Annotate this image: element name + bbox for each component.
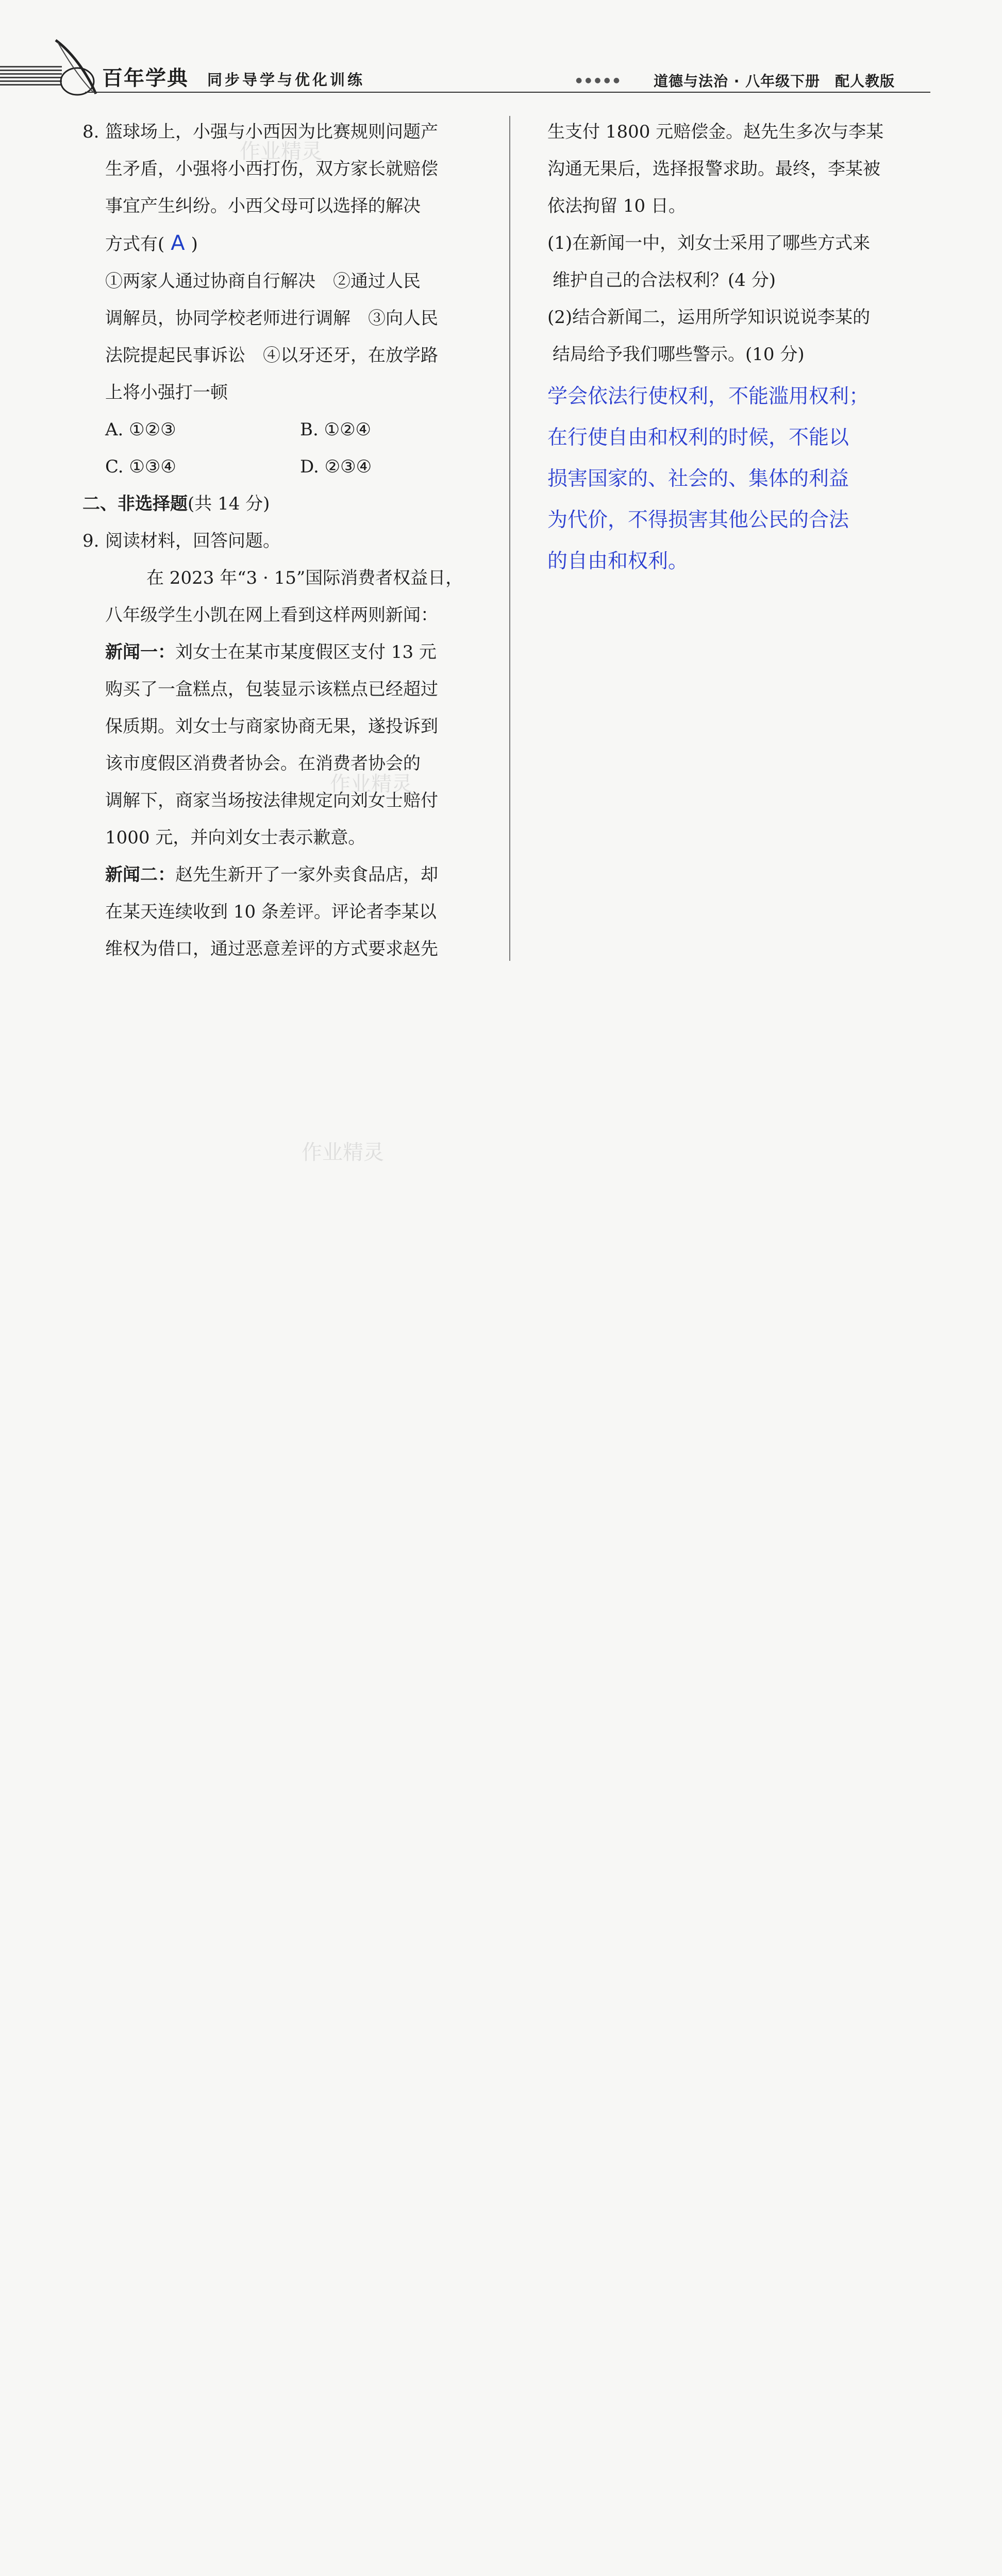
material-line: 沟通无果后，选择报警求助。最终，李某被 [547,159,880,179]
handwritten-line: 学会依法行使权利，不能滥用权利； [547,385,870,408]
option-c: C. ①③④ [105,456,176,477]
handwritten-answer: A [171,231,185,255]
question-stem-line: 生矛盾，小强将小西打伤，双方家长就赔偿 [105,159,438,179]
quill-pen-icon [51,36,107,98]
sub-question-2-cont: 结局给予我们哪些警示。(10 分) [553,344,805,365]
material-line: 保质期。刘女士与商家协商无果，遂投诉到 [105,716,438,737]
header-dots: ●●●●● [576,76,623,84]
option-b: B. ①②④ [300,419,372,440]
brand-subtitle: 同步导学与优化训练 [207,71,365,89]
section-title: 二、非选择题 [82,494,188,514]
material-line: 购买了一盒糕点，包装显示该糕点已经超过 [105,679,438,700]
watermark: 作业精灵 [330,772,412,796]
material-line: 该市度假区消费者协会。在消费者协会的 [105,753,421,774]
page-footer [0,1319,1002,1381]
page-header [0,0,1002,103]
news-text: 赵先生新开了一家外卖食品店，却 [175,865,438,885]
handwritten-line: 在行使自由和权利的时候，不能以 [547,426,849,449]
question-8 [82,113,495,150]
stem-close: ) [191,234,198,255]
brand-title: 百年学典 [102,66,189,90]
left-column [82,113,495,968]
handwritten-line: 的自由和权利。 [547,550,689,573]
handwritten-answer-block [547,376,944,582]
subject-grade-label: 道德与法治 · 八年级下册 配人教版 [654,73,895,90]
material-line: 1000 元，并向刘女士表示歉意。 [105,827,366,848]
news-label: 新闻一： [105,642,175,663]
statement-line: 调解员，协同学校老师进行调解 ③向人民 [105,308,438,329]
material-line: 在 2023 年“3 · 15”国际消费者权益日， [146,568,463,588]
handwritten-line: 为代价，不得损害其他公民的合法 [547,509,849,532]
question-stem-line: 事宜产生纠纷。小西父母可以选择的解决 [105,196,421,216]
statement-line: ①两家人通过协商自行解决 ②通过人民 [105,271,421,292]
news-1 [82,634,495,671]
material-line: 依法拘留 10 日。 [547,196,686,216]
statement-line: 上将小强打一顿 [105,382,228,403]
option-a: A. ①②③ [105,419,176,440]
watermark: 作业精灵 [302,1141,384,1164]
column-divider [509,116,510,961]
section-heading [82,485,495,522]
sub-question-1: (1)在新闻一中，刘女士采用了哪些方式来 [547,233,871,253]
option-d: D. ②③④ [300,456,372,477]
question-number: 9. [82,531,99,551]
sub-question-1-cont: 维护自己的合法权利？(4 分) [553,270,776,291]
handwritten-line: 损害国家的、社会的、集体的利益 [547,467,849,490]
material-line: 生支付 1800 元赔偿金。赵先生多次与李某 [547,122,884,142]
question-stem-line [82,225,495,263]
news-2 [82,856,495,893]
sub-question-2: (2)结合新闻二，运用所学知识说说李某的 [547,307,871,328]
question-prompt: 阅读材料，回答问题。 [105,531,280,551]
news-text: 刘女士在某市某度假区支付 13 元 [175,642,437,663]
options-row [82,411,495,448]
question-number: 8. [82,122,99,142]
stem-end: 方式有( [105,234,165,255]
question-stem-line: 篮球场上，小强与小西因为比赛规则问题产 [105,122,438,142]
header-rule [85,92,930,93]
section-points: (共 14 分) [188,494,270,514]
material-line: 八年级学生小凯在网上看到这样两则新闻： [105,605,438,625]
watermark: 作业精灵 [240,140,322,163]
options-row [82,448,495,485]
material-line: 维权为借口，通过恶意差评的方式要求赵先 [105,939,438,959]
material-line: 在某天连续收到 10 条差评。评论者李某以 [105,902,437,922]
right-column [547,113,944,582]
statement-line: 法院提起民事诉讼 ④以牙还牙，在放学路 [105,345,438,366]
news-label: 新闻二： [105,865,175,885]
material-line: 调解下，商家当场按法律规定向刘女士赔付 [105,790,438,811]
question-9 [82,522,495,560]
